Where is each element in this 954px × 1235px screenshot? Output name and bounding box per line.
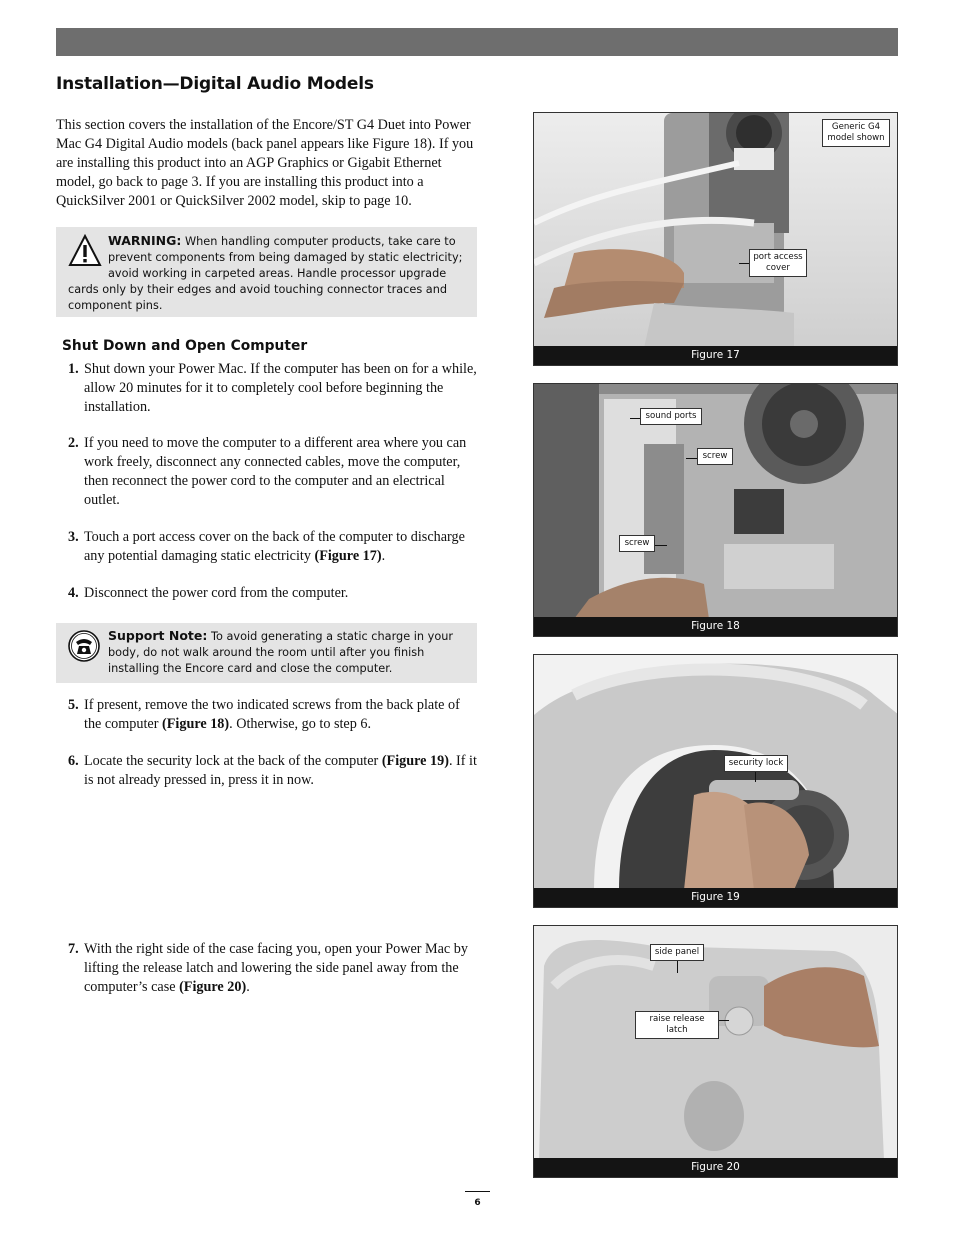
page-number: 6	[474, 1198, 481, 1208]
step-number: 6.	[68, 753, 79, 769]
figure-18	[533, 383, 898, 637]
figure-17	[533, 112, 898, 366]
step-text: If you need to move the computer to a different area where you can work freely, disconnect any connected cables, move the computer, then reconnect the power cord to the computer and an electrical outlet.	[84, 435, 467, 508]
warning-text: When handling computer products, take care to prevent components from being damaged by static electricity; avoid working in carpeted areas. Handle processor upgrade cards only by their edges and avoid touching connector traces and component pins.	[68, 235, 463, 312]
step-5	[56, 696, 480, 734]
step-number: 2.	[68, 435, 79, 451]
step-text: Shut down your Power Mac. If the computer has been on for a while, allow 20 minutes for it to completely cool before beginning the installation.	[84, 361, 477, 415]
step-number: 5.	[68, 697, 79, 713]
support-text: To avoid generating a static charge in your body, do not walk around the room until after you finish installing the Encore card and close the computer.	[108, 630, 454, 675]
label-side-panel: side panel	[650, 944, 704, 961]
figure-19	[533, 654, 898, 908]
figure-18-photo	[534, 384, 898, 619]
figure-20-photo	[534, 926, 898, 1160]
step-text: Locate the security lock at the back of the computer (Figure 19). If it is not already pressed in, press it in now.	[84, 753, 477, 788]
label-screw-top: screw	[697, 448, 733, 465]
warning-callout	[56, 227, 477, 317]
support-note-callout	[56, 623, 477, 683]
label-generic-g4: Generic G4 model shown	[822, 119, 890, 147]
step-number: 3.	[68, 529, 79, 545]
support-phone-icon	[68, 630, 100, 662]
label-sound-ports: sound ports	[640, 408, 702, 425]
header-bar	[56, 28, 898, 56]
warning-lead: WARNING:	[108, 233, 182, 248]
step-4	[56, 584, 480, 603]
label-security-lock: security lock	[724, 755, 788, 772]
leader-line	[719, 1020, 729, 1021]
page-number-rule	[465, 1191, 490, 1192]
figure-19-caption: Figure 19	[534, 888, 897, 907]
step-2	[56, 434, 480, 510]
step-number: 4.	[68, 585, 79, 601]
step-3	[56, 528, 480, 566]
intro-paragraph: This section covers the installation of the Encore/ST G4 Duet into Power Mac G4 Digital Audio models (back panel appears like Figure 18). If you are installing this product into an AGP Graphics or Gigabit Ethernet model, go back to page 3. If you are installing this product into a QuickSilver 2001 or QuickSilver 2002 model, skip to page 10.	[56, 117, 474, 209]
step-text: With the right side of the case facing you, open your Power Mac by lifting the release latch and lowering the side panel away from the computer’s case (Figure 20).	[84, 941, 468, 995]
figure-17-caption: Figure 17	[534, 346, 897, 365]
step-number: 7.	[68, 941, 79, 957]
leader-line	[677, 961, 678, 973]
page-title: Installation—Digital Audio Models	[56, 74, 374, 94]
figure-ref: (Figure 20)	[179, 979, 247, 995]
figure-17-photo	[534, 113, 898, 348]
label-raise-release-latch: raise release latch	[635, 1011, 719, 1039]
figure-ref: (Figure 17)	[314, 548, 382, 564]
figure-ref: (Figure 19)	[381, 753, 449, 769]
step-6	[56, 752, 480, 790]
support-lead: Support Note:	[108, 628, 208, 643]
warning-icon	[68, 234, 102, 268]
step-text: Disconnect the power cord from the computer.	[84, 585, 349, 601]
leader-line	[630, 418, 640, 419]
figure-20-caption: Figure 20	[534, 1158, 897, 1177]
leader-line	[686, 458, 697, 459]
leader-line	[655, 545, 667, 546]
step-7	[56, 940, 480, 997]
step-1	[56, 360, 480, 417]
figure-20	[533, 925, 898, 1178]
step-text: If present, remove the two indicated screws from the back plate of the computer (Figure 18). Otherwise, go to step 6.	[84, 697, 460, 732]
leader-line	[755, 772, 756, 782]
label-port-access-cover: port access cover	[749, 249, 807, 277]
figure-19-photo	[534, 655, 898, 890]
label-screw-bottom: screw	[619, 535, 655, 552]
figure-ref: (Figure 18)	[162, 716, 230, 732]
step-number: 1.	[68, 361, 79, 377]
figure-18-caption: Figure 18	[534, 617, 897, 636]
leader-line	[739, 263, 749, 264]
step-text: Touch a port access cover on the back of the computer to discharge any potential damaging static electricity (Figure 17).	[84, 529, 465, 564]
section-subheading: Shut Down and Open Computer	[62, 338, 308, 354]
